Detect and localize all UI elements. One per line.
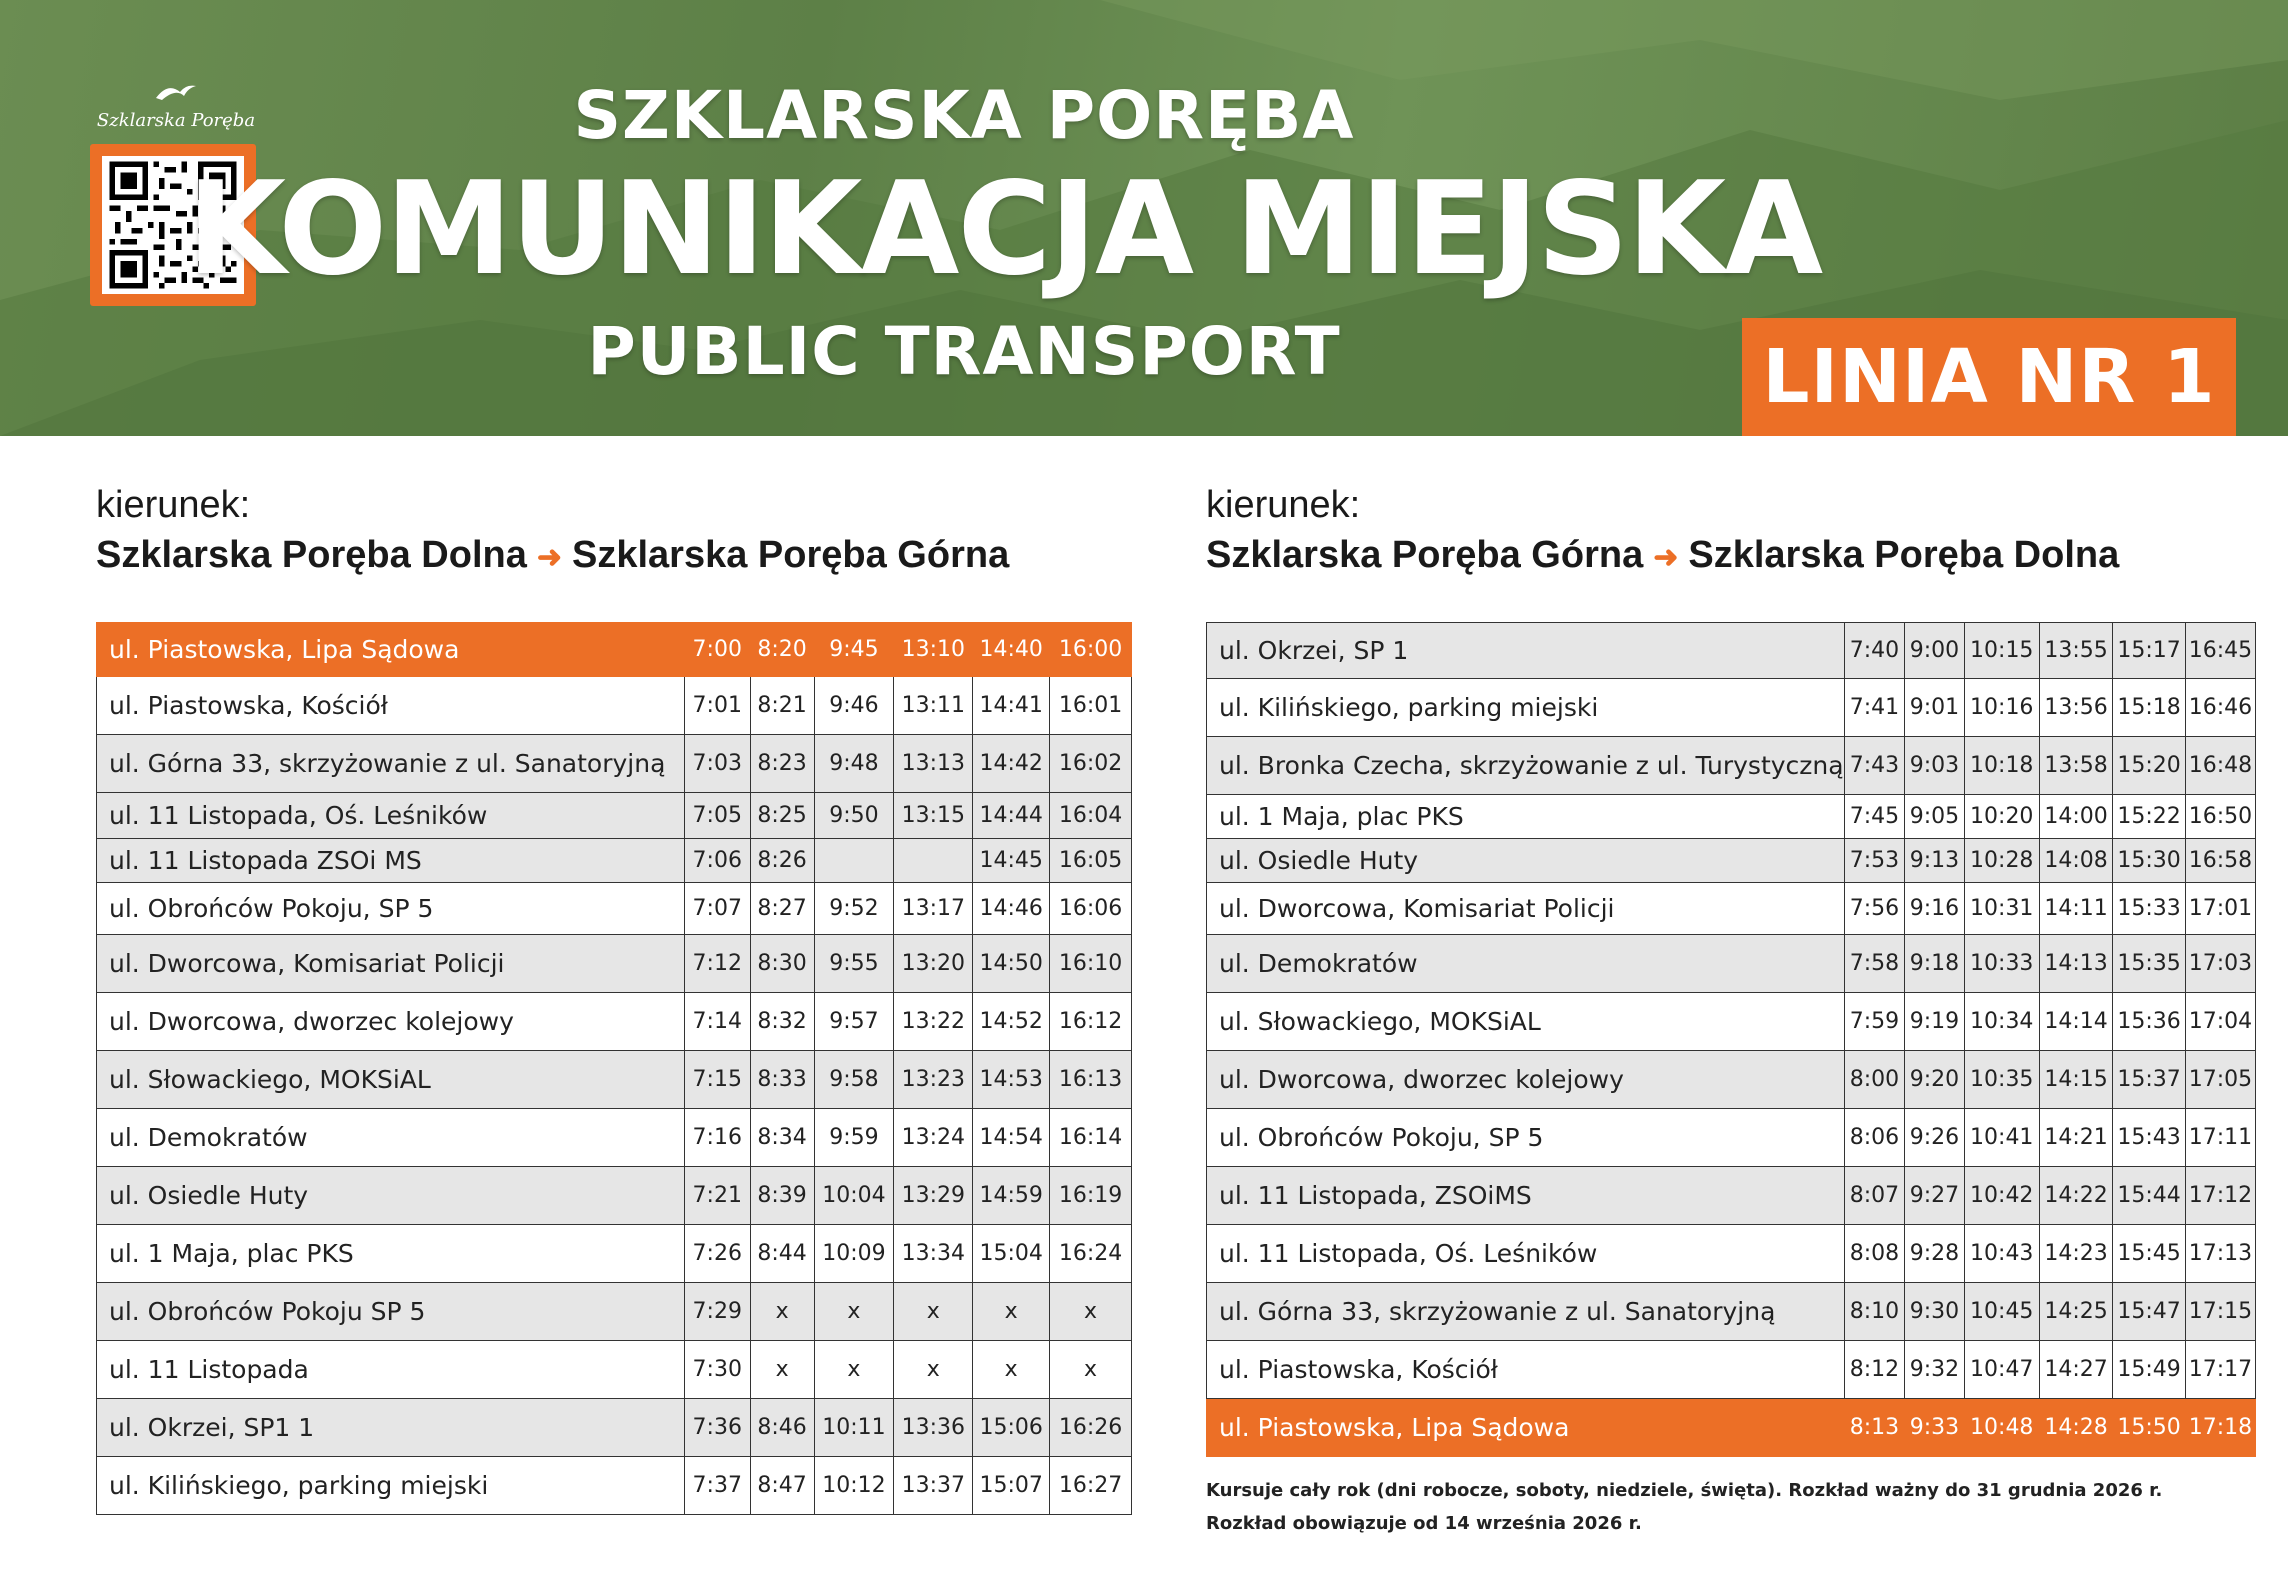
departure-time: 16:19: [1050, 1167, 1132, 1225]
departure-time: 7:05: [684, 793, 750, 839]
departure-time: 7:36: [684, 1399, 750, 1457]
left-route-to: Szklarska Poręba Górna: [572, 534, 1010, 576]
departure-time: 13:24: [894, 1109, 973, 1167]
right-direction-label: kierunek:: [1206, 484, 1361, 526]
departure-time: 16:00: [1050, 623, 1132, 677]
table-row: [1207, 839, 2256, 883]
departure-time: [814, 839, 894, 883]
table-row: [1207, 935, 2256, 993]
departure-time: 13:23: [894, 1051, 973, 1109]
departure-time: 14:40: [973, 623, 1050, 677]
departure-time: 7:12: [684, 935, 750, 993]
stop-name: ul. Kilińskiego, parking miejski: [1207, 679, 1845, 737]
departure-time: 17:01: [2185, 883, 2255, 935]
departure-time: 10:43: [1964, 1225, 2039, 1283]
departure-time: 16:14: [1050, 1109, 1132, 1167]
departure-time: 17:03: [2185, 935, 2255, 993]
city-title: SZKLARSKA PORĘBA: [573, 77, 1355, 154]
departure-time: 9:45: [814, 623, 894, 677]
departure-time: 14:00: [2039, 795, 2112, 839]
departure-time: 7:06: [684, 839, 750, 883]
departure-time: 17:11: [2185, 1109, 2255, 1167]
departure-time: 10:41: [1964, 1109, 2039, 1167]
departure-time: 10:09: [814, 1225, 894, 1283]
stop-name: ul. Bronka Czecha, skrzyżowanie z ul. Turystyczną: [1207, 737, 1845, 795]
departure-time: 14:50: [973, 935, 1050, 993]
stop-name: ul. Okrzei, SP1 1: [97, 1399, 685, 1457]
departure-time: 8:20: [750, 623, 814, 677]
departure-time: 16:45: [2185, 623, 2255, 679]
departure-time: 15:43: [2113, 1109, 2186, 1167]
departure-time: 16:04: [1050, 793, 1132, 839]
stop-name: ul. Dworcowa, Komisariat Policji: [1207, 883, 1845, 935]
table-row: [97, 935, 1132, 993]
departure-time: 14:21: [2039, 1109, 2112, 1167]
departure-time: 15:06: [973, 1399, 1050, 1457]
departure-time: 7:43: [1844, 737, 1905, 795]
departure-time: 10:16: [1964, 679, 2039, 737]
departure-time: 10:28: [1964, 839, 2039, 883]
departure-time: 9:58: [814, 1051, 894, 1109]
table-row: [97, 793, 1132, 839]
right-timetable: [1206, 622, 2256, 1457]
departure-time: 8:39: [750, 1167, 814, 1225]
stop-name: ul. 11 Listopada: [97, 1341, 685, 1399]
departure-time: 14:23: [2039, 1225, 2112, 1283]
departure-time: 8:12: [1844, 1341, 1905, 1399]
departure-time: 7:56: [1844, 883, 1905, 935]
departure-time: 16:05: [1050, 839, 1132, 883]
departure-time: 17:12: [2185, 1167, 2255, 1225]
stop-name: ul. Obrońców Pokoju SP 5: [97, 1283, 685, 1341]
departure-time: 9:13: [1905, 839, 1964, 883]
stop-name: ul. Okrzei, SP 1: [1207, 623, 1845, 679]
departure-time: 9:19: [1905, 993, 1964, 1051]
stop-name: ul. Dworcowa, dworzec kolejowy: [97, 993, 685, 1051]
departure-time: 7:45: [1844, 795, 1905, 839]
departure-time: 14:52: [973, 993, 1050, 1051]
departure-time: 8:23: [750, 735, 814, 793]
departure-time: 7:30: [684, 1341, 750, 1399]
stop-name: ul. Osiedle Huty: [1207, 839, 1845, 883]
departure-time: 9:00: [1905, 623, 1964, 679]
departure-time: 9:05: [1905, 795, 1964, 839]
stop-name: ul. Obrońców Pokoju, SP 5: [97, 883, 685, 935]
departure-time: 15:47: [2113, 1283, 2186, 1341]
table-row: [97, 993, 1132, 1051]
departure-time: x: [894, 1341, 973, 1399]
departure-time: 15:33: [2113, 883, 2186, 935]
stop-name: ul. 11 Listopada ZSOi MS: [97, 839, 685, 883]
departure-time: 15:04: [973, 1225, 1050, 1283]
departure-time: 14:53: [973, 1051, 1050, 1109]
departure-time: 16:01: [1050, 677, 1132, 735]
table-row: [1207, 1225, 2256, 1283]
departure-time: 7:40: [1844, 623, 1905, 679]
departure-time: 10:04: [814, 1167, 894, 1225]
stop-name: ul. Piastowska, Kościół: [1207, 1341, 1845, 1399]
departure-time: 16:12: [1050, 993, 1132, 1051]
departure-time: 7:58: [1844, 935, 1905, 993]
table-row: [97, 677, 1132, 735]
departure-time: 10:45: [1964, 1283, 2039, 1341]
table-row: [97, 883, 1132, 935]
departure-time: 8:26: [750, 839, 814, 883]
departure-time: 13:13: [894, 735, 973, 793]
stop-name: ul. 11 Listopada, ZSOiMS: [1207, 1167, 1845, 1225]
departure-time: 15:36: [2113, 993, 2186, 1051]
departure-time: x: [814, 1283, 894, 1341]
table-row: [1207, 795, 2256, 839]
departure-time: 13:55: [2039, 623, 2112, 679]
stop-name: ul. Osiedle Huty: [97, 1167, 685, 1225]
departure-time: 9:57: [814, 993, 894, 1051]
table-row: [97, 735, 1132, 793]
departure-time: 17:18: [2185, 1399, 2255, 1457]
stop-name: ul. Górna 33, skrzyżowanie z ul. Sanatoryjną: [97, 735, 685, 793]
departure-time: 10:18: [1964, 737, 2039, 795]
table-row: [1207, 1399, 2256, 1457]
left-direction-route: [96, 534, 1009, 577]
departure-time: 7:29: [684, 1283, 750, 1341]
departure-time: 9:18: [1905, 935, 1964, 993]
departure-time: 13:15: [894, 793, 973, 839]
departure-time: 7:14: [684, 993, 750, 1051]
departure-time: 8:32: [750, 993, 814, 1051]
departure-time: 13:34: [894, 1225, 973, 1283]
departure-time: 14:25: [2039, 1283, 2112, 1341]
table-row: [1207, 1283, 2256, 1341]
stop-name: ul. 1 Maja, plac PKS: [1207, 795, 1845, 839]
departure-time: 17:05: [2185, 1051, 2255, 1109]
stop-name: ul. Demokratów: [1207, 935, 1845, 993]
page-subtitle: PUBLIC TRANSPORT: [587, 313, 1341, 390]
departure-time: 16:02: [1050, 735, 1132, 793]
departure-time: 16:06: [1050, 883, 1132, 935]
departure-time: 10:47: [1964, 1341, 2039, 1399]
stop-name: ul. Piastowska, Lipa Sądowa: [97, 623, 685, 677]
departure-time: 14:14: [2039, 993, 2112, 1051]
arrow-right-icon: ➜: [1653, 541, 1679, 574]
departure-time: 16:13: [1050, 1051, 1132, 1109]
departure-time: 13:37: [894, 1457, 973, 1515]
table-row: [1207, 1051, 2256, 1109]
departure-time: 10:31: [1964, 883, 2039, 935]
departure-time: 8:00: [1844, 1051, 1905, 1109]
departure-time: 14:13: [2039, 935, 2112, 993]
departure-time: 14:27: [2039, 1341, 2112, 1399]
departure-time: 7:41: [1844, 679, 1905, 737]
departure-time: 7:16: [684, 1109, 750, 1167]
departure-time: 14:11: [2039, 883, 2112, 935]
table-row: [97, 1341, 1132, 1399]
departure-time: 9:50: [814, 793, 894, 839]
stop-name: ul. 11 Listopada, Oś. Leśników: [97, 793, 685, 839]
logo-text: Szklarska Poręba: [96, 110, 256, 131]
table-row: [97, 1167, 1132, 1225]
departure-time: x: [1050, 1283, 1132, 1341]
departure-time: 16:50: [2185, 795, 2255, 839]
departure-time: 13:58: [2039, 737, 2112, 795]
right-direction-route: [1206, 534, 2119, 577]
table-row: [97, 839, 1132, 883]
page-title: KOMUNIKACJA MIEJSKA: [186, 155, 1822, 304]
departure-time: 15:30: [2113, 839, 2186, 883]
departure-time: 15:37: [2113, 1051, 2186, 1109]
departure-time: 13:11: [894, 677, 973, 735]
departure-time: 13:20: [894, 935, 973, 993]
departure-time: 9:26: [1905, 1109, 1964, 1167]
departure-time: 9:33: [1905, 1399, 1964, 1457]
departure-time: 8:46: [750, 1399, 814, 1457]
departure-time: 14:28: [2039, 1399, 2112, 1457]
departure-time: 9:48: [814, 735, 894, 793]
departure-time: 17:17: [2185, 1341, 2255, 1399]
left-timetable: [96, 622, 1132, 1515]
table-row: [1207, 679, 2256, 737]
departure-time: 10:33: [1964, 935, 2039, 993]
departure-time: 9:55: [814, 935, 894, 993]
departure-time: 8:25: [750, 793, 814, 839]
departure-time: 16:58: [2185, 839, 2255, 883]
departure-time: 14:41: [973, 677, 1050, 735]
departure-time: 13:22: [894, 993, 973, 1051]
departure-time: 9:03: [1905, 737, 1964, 795]
stop-name: ul. Dworcowa, Komisariat Policji: [97, 935, 685, 993]
departure-time: x: [1050, 1341, 1132, 1399]
table-row: [97, 1225, 1132, 1283]
departure-time: 8:10: [1844, 1283, 1905, 1341]
stop-name: ul. Słowackiego, MOKSiAL: [1207, 993, 1845, 1051]
departure-time: 9:32: [1905, 1341, 1964, 1399]
departure-time: 16:26: [1050, 1399, 1132, 1457]
table-row: [1207, 1167, 2256, 1225]
departure-time: 9:20: [1905, 1051, 1964, 1109]
stop-name: ul. Słowackiego, MOKSiAL: [97, 1051, 685, 1109]
departure-time: 16:27: [1050, 1457, 1132, 1515]
stop-name: ul. Kilińskiego, parking miejski: [97, 1457, 685, 1515]
departure-time: 10:35: [1964, 1051, 2039, 1109]
table-row: [97, 1399, 1132, 1457]
departure-time: x: [973, 1341, 1050, 1399]
table-row: [1207, 623, 2256, 679]
departure-time: 8:44: [750, 1225, 814, 1283]
departure-time: 9:46: [814, 677, 894, 735]
departure-time: 13:29: [894, 1167, 973, 1225]
departure-time: 8:07: [1844, 1167, 1905, 1225]
note-validity: Kursuje cały rok (dni robocze, soboty, niedziele, święta). Rozkład ważny do 31 grudnia 2026 r.: [1206, 1480, 2163, 1501]
departure-time: 15:50: [2113, 1399, 2186, 1457]
departure-time: 10:15: [1964, 623, 2039, 679]
departure-time: 10:20: [1964, 795, 2039, 839]
departure-time: 14:42: [973, 735, 1050, 793]
departure-time: 15:49: [2113, 1341, 2186, 1399]
departure-time: 10:48: [1964, 1399, 2039, 1457]
stop-name: ul. Piastowska, Kościół: [97, 677, 685, 735]
table-row: [1207, 737, 2256, 795]
stop-name: ul. 1 Maja, plac PKS: [97, 1225, 685, 1283]
departure-time: x: [894, 1283, 973, 1341]
departure-time: 7:26: [684, 1225, 750, 1283]
departure-time: 9:27: [1905, 1167, 1964, 1225]
departure-time: 14:45: [973, 839, 1050, 883]
table-row: [97, 623, 1132, 677]
departure-time: 9:52: [814, 883, 894, 935]
departure-time: 10:42: [1964, 1167, 2039, 1225]
departure-time: 15:44: [2113, 1167, 2186, 1225]
departure-time: 8:13: [1844, 1399, 1905, 1457]
departure-time: x: [814, 1341, 894, 1399]
departure-time: 8:34: [750, 1109, 814, 1167]
right-route-from: Szklarska Poręba Górna: [1206, 534, 1644, 576]
departure-time: 15:35: [2113, 935, 2186, 993]
departure-time: 16:48: [2185, 737, 2255, 795]
departure-time: 8:21: [750, 677, 814, 735]
departure-time: 15:17: [2113, 623, 2186, 679]
schedule-notes: [1206, 1474, 2256, 1540]
departure-time: 16:46: [2185, 679, 2255, 737]
table-row: [97, 1457, 1132, 1515]
departure-time: 7:00: [684, 623, 750, 677]
stop-name: ul. Górna 33, skrzyżowanie z ul. Sanatoryjną: [1207, 1283, 1845, 1341]
left-direction-label: kierunek:: [96, 484, 251, 526]
table-row: [97, 1109, 1132, 1167]
departure-time: 8:33: [750, 1051, 814, 1109]
departure-time: 14:15: [2039, 1051, 2112, 1109]
stop-name: ul. Obrońców Pokoju, SP 5: [1207, 1109, 1845, 1167]
note-start-date: Rozkład obowiązuje od 14 września 2026 r.: [1206, 1513, 1642, 1534]
departure-time: x: [750, 1341, 814, 1399]
departure-time: 17:04: [2185, 993, 2255, 1051]
departure-time: 9:01: [1905, 679, 1964, 737]
table-row: [1207, 1341, 2256, 1399]
departure-time: 15:07: [973, 1457, 1050, 1515]
departure-time: 8:30: [750, 935, 814, 993]
departure-time: 8:06: [1844, 1109, 1905, 1167]
departure-time: 14:22: [2039, 1167, 2112, 1225]
departure-time: 15:45: [2113, 1225, 2186, 1283]
departure-time: 10:12: [814, 1457, 894, 1515]
left-route-from: Szklarska Poręba Dolna: [96, 534, 527, 576]
departure-time: 14:54: [973, 1109, 1050, 1167]
departure-time: 17:13: [2185, 1225, 2255, 1283]
departure-time: 7:07: [684, 883, 750, 935]
departure-time: 9:59: [814, 1109, 894, 1167]
departure-time: 16:10: [1050, 935, 1132, 993]
departure-time: 10:34: [1964, 993, 2039, 1051]
departure-time: 8:47: [750, 1457, 814, 1515]
stop-name: ul. 11 Listopada, Oś. Leśników: [1207, 1225, 1845, 1283]
departure-time: 13:17: [894, 883, 973, 935]
departure-time: 13:36: [894, 1399, 973, 1457]
departure-time: 7:15: [684, 1051, 750, 1109]
departure-time: 7:37: [684, 1457, 750, 1515]
departure-time: 14:46: [973, 883, 1050, 935]
departure-time: 14:08: [2039, 839, 2112, 883]
stop-name: ul. Piastowska, Lipa Sądowa: [1207, 1399, 1845, 1457]
table-row: [97, 1051, 1132, 1109]
departure-time: 7:53: [1844, 839, 1905, 883]
departure-time: 7:01: [684, 677, 750, 735]
table-row: [1207, 883, 2256, 935]
table-row: [1207, 1109, 2256, 1167]
departure-time: 7:59: [1844, 993, 1905, 1051]
stop-name: ul. Demokratów: [97, 1109, 685, 1167]
departure-time: 9:28: [1905, 1225, 1964, 1283]
departure-time: 17:15: [2185, 1283, 2255, 1341]
departure-time: 7:03: [684, 735, 750, 793]
departure-time: 15:18: [2113, 679, 2186, 737]
departure-time: 15:22: [2113, 795, 2186, 839]
arrow-right-icon: ➜: [536, 541, 562, 574]
departure-time: 13:10: [894, 623, 973, 677]
line-number-badge: LINIA NR 1: [1742, 318, 2236, 436]
right-route-to: Szklarska Poręba Dolna: [1688, 534, 2120, 576]
table-row: [1207, 993, 2256, 1051]
departure-time: 7:21: [684, 1167, 750, 1225]
stop-name: ul. Dworcowa, dworzec kolejowy: [1207, 1051, 1845, 1109]
departure-time: 14:44: [973, 793, 1050, 839]
departure-time: 16:24: [1050, 1225, 1132, 1283]
departure-time: 9:30: [1905, 1283, 1964, 1341]
table-row: [97, 1283, 1132, 1341]
departure-time: 15:20: [2113, 737, 2186, 795]
departure-time: 14:59: [973, 1167, 1050, 1225]
departure-time: 10:11: [814, 1399, 894, 1457]
departure-time: 8:27: [750, 883, 814, 935]
departure-time: 8:08: [1844, 1225, 1905, 1283]
departure-time: 9:16: [1905, 883, 1964, 935]
departure-time: 13:56: [2039, 679, 2112, 737]
departure-time: x: [750, 1283, 814, 1341]
departure-time: [894, 839, 973, 883]
departure-time: x: [973, 1283, 1050, 1341]
